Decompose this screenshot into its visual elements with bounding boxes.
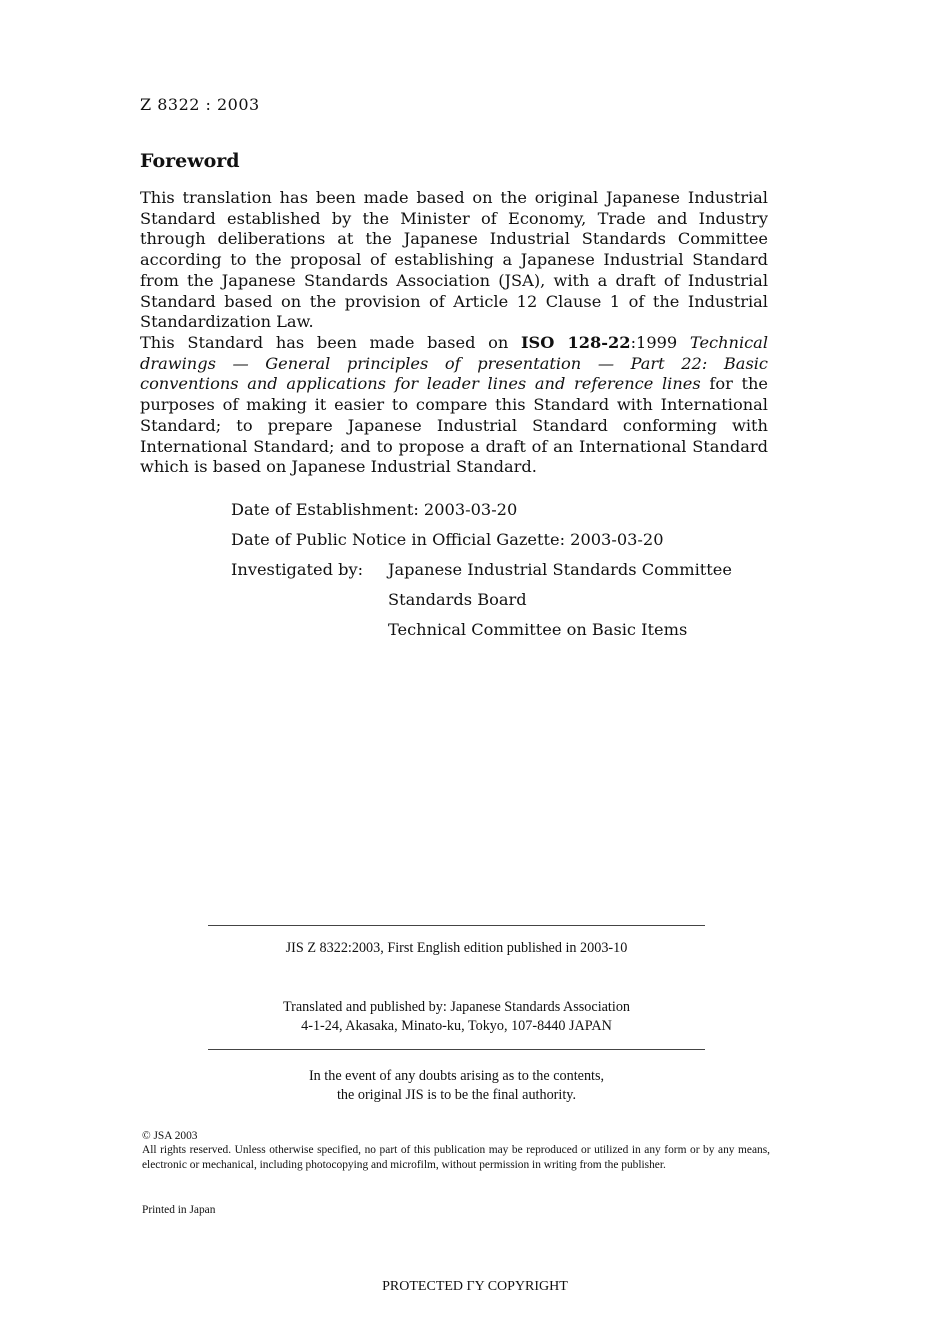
document-number: Z 8322 : 2003 [140, 95, 260, 114]
date-of-public-notice: Date of Public Notice in Official Gazette: 2003-03-20 [231, 530, 664, 549]
authority-notice-line-2: the original JIS is to be the final authority. [336, 1087, 577, 1103]
investigator-committee: Japanese Industrial Standards Committee [388, 560, 732, 579]
foreword-paragraph-2 [140, 333, 768, 478]
investigator-board: Standards Board [388, 590, 527, 609]
rights-reserved-text: All rights reserved. Unless otherwise specified, no part of this publication may be reproduced or utilized in any form or by any means, electronic or mechanical, including photocopying and microfilm, without permission in writing from the publisher. [142, 1144, 770, 1171]
para2-lead: This Standard has been made based on [140, 333, 521, 352]
iso-year: :1999 [630, 333, 690, 352]
foreword-heading: Foreword [140, 150, 240, 172]
para2-rest: for the purposes of making it easier to compare this Standard with International Standard; to prepare Japanese Industrial Standard conforming with International Standard; and to propose a draft of an International Standard which is based on Japanese Industrial Standard. [140, 374, 769, 477]
iso-title: Technical drawings — General principles of presentation — Part 22: Basic conventions and applications for leader lines and reference lines [140, 333, 769, 394]
iso-reference: ISO 128-22 [520, 333, 631, 352]
divider-bottom [208, 1049, 705, 1050]
authority-notice-line-1: In the event of any doubts arising as to the contents, [308, 1068, 605, 1084]
protected-footer: PROTECTED ΓY COPYRIGHT [382, 1279, 568, 1294]
copyright-notice: © JSA 2003 [142, 1130, 198, 1142]
printed-in: Printed in Japan [142, 1204, 216, 1216]
publisher-address: 4-1-24, Akasaka, Minato-ku, Tokyo, 107-8440 JAPAN [301, 1018, 612, 1034]
date-of-establishment: Date of Establishment: 2003-03-20 [231, 500, 518, 519]
edition-line: JIS Z 8322:2003, First English edition published in 2003-10 [285, 940, 628, 956]
investigator-technical-committee: Technical Committee on Basic Items [388, 620, 688, 639]
translated-by: Translated and published by: Japanese Standards Association [282, 999, 631, 1015]
investigated-by-label: Investigated by: [231, 560, 364, 579]
divider-top [208, 925, 705, 926]
foreword-paragraph-1: This translation has been made based on the original Japanese Industrial Standard established by the Minister of Economy, Trade and Industry through deliberations at the Japanese Industrial Standards Committee according to the proposal of establishing a Japanese Industrial Standard from the Japanese Standards Association (JSA), with a draft of Industrial Standard based on the provision of Article 12 Clause 1 of the Industrial Standardization Law. [140, 188, 768, 332]
